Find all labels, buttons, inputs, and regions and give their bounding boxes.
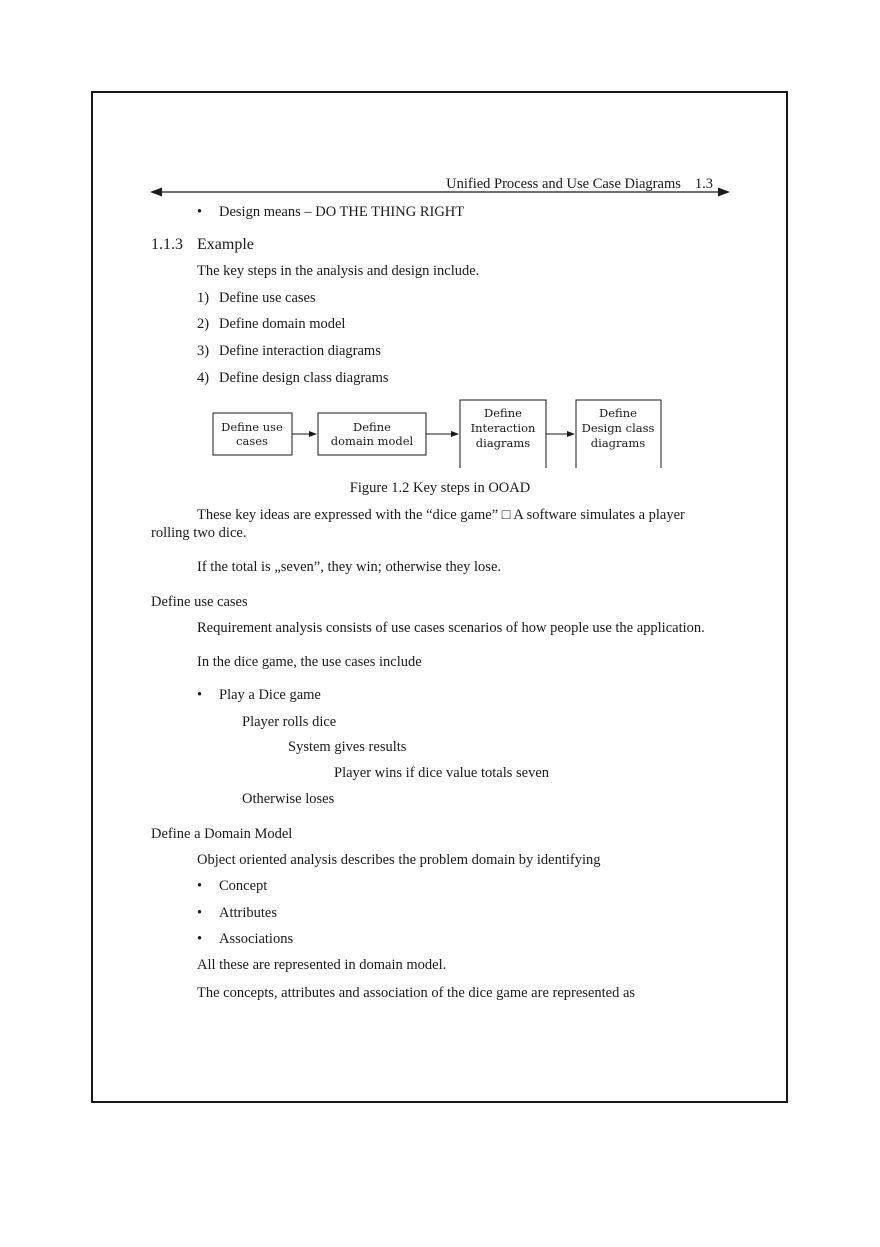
bullet-dot: • xyxy=(197,905,203,921)
box-label-line: diagrams xyxy=(475,436,531,450)
ooad-steps-diagram xyxy=(210,398,670,470)
step-number: 4) xyxy=(197,370,210,386)
box-label-line: Define use xyxy=(221,420,283,434)
step-number: 2) xyxy=(197,316,210,332)
step-number: 1) xyxy=(197,290,210,306)
scenario-step: Player rolls dice xyxy=(242,714,337,730)
design-means-text: Design means – DO THE THING RIGHT xyxy=(219,204,465,220)
box-label-line: domain model xyxy=(330,434,414,448)
bullet-dot: • xyxy=(197,878,203,894)
box-label-line: Define xyxy=(599,406,637,420)
flow-box-define-interaction-diagrams xyxy=(460,400,546,468)
step-text: Define interaction diagrams xyxy=(219,343,381,359)
use-cases-heading: Define use cases xyxy=(151,594,248,610)
box-label-line: Design class xyxy=(581,421,655,435)
step-text: Define use cases xyxy=(219,290,316,306)
figure-caption: Figure 1.2 Key steps in OOAD xyxy=(349,480,531,496)
domain-summary: All these are represented in domain model. xyxy=(197,957,447,973)
flow-box-define-domain-model xyxy=(318,413,426,455)
domain-model-heading: Define a Domain Model xyxy=(151,826,293,842)
step-text: Define design class diagrams xyxy=(219,370,389,386)
scenario-step: Player wins if dice value totals seven xyxy=(334,765,550,781)
step-number: 3) xyxy=(197,343,210,359)
step-text: Define domain model xyxy=(219,316,346,332)
bullet-dot: • xyxy=(197,931,203,947)
bullet-dot: • xyxy=(197,204,203,220)
header-title: Unified Process and Use Case Diagrams xyxy=(446,176,681,192)
domain-bullet: Attributes xyxy=(219,905,277,921)
domain-bullet: Associations xyxy=(219,931,294,947)
box-label-line: Interaction xyxy=(470,421,536,435)
win-rule-text: If the total is „seven”, they win; otherwise they lose. xyxy=(197,559,502,575)
flow-box-define-use-cases xyxy=(213,413,292,455)
box-label-line: Define xyxy=(484,406,522,420)
box-label-line: Define xyxy=(353,420,391,434)
use-cases-paragraph: Requirement analysis consists of use cases scenarios of how people use the application. xyxy=(197,620,705,636)
scenario-step: Otherwise loses xyxy=(242,791,335,807)
use-cases-intro: In the dice game, the use cases include xyxy=(197,654,422,670)
domain-closing: The concepts, attributes and association of the dice game are represented as xyxy=(197,985,636,1001)
dice-paragraph-line: These key ideas are expressed with the “dice game” □ A software simulates a player xyxy=(197,507,685,523)
header-arrow-rule xyxy=(150,185,730,199)
use-case-bullet: Play a Dice game xyxy=(219,687,321,703)
section-number: 1.1.3 xyxy=(151,236,183,253)
domain-model-paragraph: Object oriented analysis describes the problem domain by identifying xyxy=(197,852,601,868)
scenario-step: System gives results xyxy=(288,739,407,755)
flow-box-define-design-class-diagrams xyxy=(576,400,661,468)
section-title: Example xyxy=(197,236,254,253)
dice-paragraph-line: rolling two dice. xyxy=(151,525,247,541)
domain-bullet: Concept xyxy=(219,878,268,894)
page-number: 1.3 xyxy=(694,176,713,192)
box-label-line: diagrams xyxy=(590,436,646,450)
intro-text: The key steps in the analysis and design include. xyxy=(197,263,480,279)
bullet-dot: • xyxy=(197,687,203,703)
box-label-line: cases xyxy=(236,434,268,448)
